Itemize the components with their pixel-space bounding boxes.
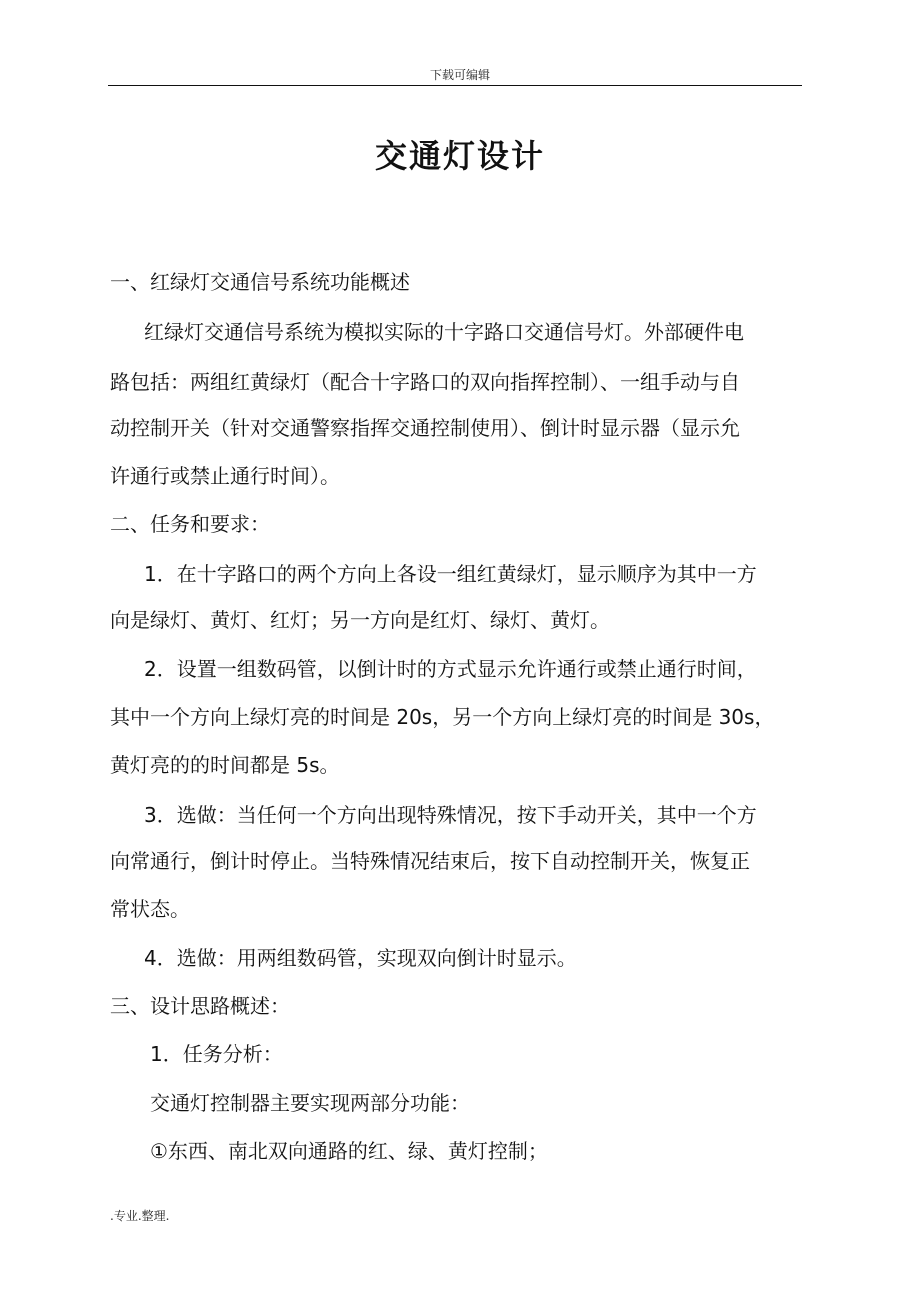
section-1-paragraph-line: 许通行或禁止通行时间）。 xyxy=(110,464,340,488)
section-2-heading: 二、任务和要求： xyxy=(110,512,270,536)
document-title: 交通灯设计 xyxy=(374,137,545,175)
section-3-text: 交通灯控制器主要实现两部分功能： xyxy=(150,1091,470,1115)
section-3-heading: 三、设计思路概述： xyxy=(110,994,290,1018)
section-1-paragraph-line: 动控制开关（针对交通警察指挥交通控制使用）、倒计时显示器（显示允 xyxy=(110,416,740,440)
section-1-paragraph-line: 路包括：两组红黄绿灯（配合十字路口的双向指挥控制）、一组手动与自 xyxy=(110,370,740,394)
section-2-item-3-line: 向常通行，倒计时停止。当特殊情况结束后，按下自动控制开关，恢复正 xyxy=(110,849,750,873)
section-2-item-3-line: 3．选做：当任何一个方向出现特殊情况，按下手动开关，其中一个方 xyxy=(144,803,757,827)
section-2-item-3-line: 常状态。 xyxy=(110,897,190,921)
section-2-item-4: 4．选做：用两组数码管，实现双向倒计时显示。 xyxy=(144,946,577,970)
section-2-item-2-line: 黄灯亮的的时间都是 5s。 xyxy=(110,753,340,777)
section-2-item-1-line: 向是绿灯、黄灯、红灯；另一方向是红灯、绿灯、黄灯。 xyxy=(110,608,610,632)
section-1-paragraph-line: 红绿灯交通信号系统为模拟实际的十字路口交通信号灯。外部硬件电 xyxy=(144,320,744,344)
section-3-text: ①东西、南北双向通路的红、绿、黄灯控制； xyxy=(150,1139,548,1163)
header-divider xyxy=(108,85,802,86)
page-footer: .专业.整理. xyxy=(110,1209,170,1223)
page-header: 下载可编辑 xyxy=(429,68,490,82)
section-2-item-1-line: 1．在十字路口的两个方向上各设一组红黄绿灯，显示顺序为其中一方 xyxy=(144,562,757,586)
section-2-item-2-line: 2．设置一组数码管，以倒计时的方式显示允许通行或禁止通行时间， xyxy=(144,657,757,681)
section-3-subheading: 1．任务分析： xyxy=(150,1042,283,1066)
section-1-heading: 一、红绿灯交通信号系统功能概述 xyxy=(110,270,410,294)
section-2-item-2-line: 其中一个方向上绿灯亮的时间是 20s，另一个方向上绿灯亮的时间是 30s， xyxy=(110,705,775,729)
